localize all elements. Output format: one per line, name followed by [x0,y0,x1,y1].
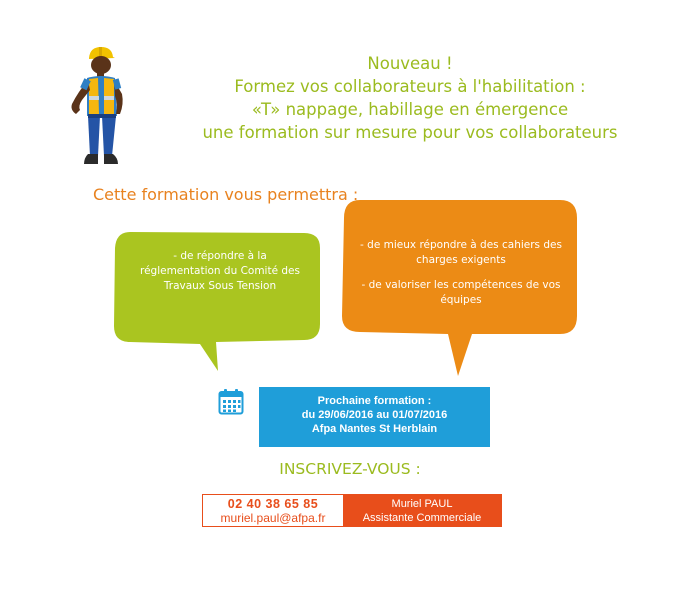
next-training-dates: du 29/06/2016 au 01/07/2016 [301,409,448,421]
contact-box [202,494,502,527]
headline-line-1: Nouveau ! [367,54,453,73]
headline-line-2: Formez vos collaborateurs à l'habilitation : [234,77,586,96]
green-bubble-line-1: - de répondre à la [173,250,267,262]
contact-person [343,495,501,526]
headline-line-3: «T» nappage, habillage en émergence [251,100,569,119]
orange-bubble-item1-line1: - de mieux répondre à des cahiers des [360,239,562,251]
calendar-icon [218,388,244,415]
contact-role: Assistante Commerciale [362,512,482,524]
register-heading: INSCRIVEZ-VOUS : [279,460,421,478]
green-bubble-line-3: Travaux Sous Tension [163,280,277,292]
headline [150,52,670,144]
next-training-title: Prochaine formation : [317,395,432,407]
orange-bubble-spacer [352,268,570,278]
headline-line-4: une formation sur mesure pour vos collaborateurs [202,123,618,142]
contact-phone[interactable]: 02 40 38 65 85 [227,497,319,511]
orange-bubble-item2-line1: - de valoriser les compétences de vos [361,279,561,291]
orange-bubble-item2-line2: équipes [440,294,482,306]
worker-illustration [62,44,126,168]
orange-bubble-text [352,238,570,308]
contact-details [203,495,343,528]
orange-bubble-item1-line2: charges exigents [416,254,506,266]
next-training-location: Afpa Nantes St Herblain [311,423,438,435]
contact-name: Muriel PAUL [391,498,453,510]
section-subtitle: Cette formation vous permettra : [93,185,359,204]
contact-email[interactable]: muriel.paul@afpa.fr [220,511,326,525]
green-bubble-text [122,249,318,294]
next-training-box [259,387,490,447]
green-bubble-line-2: réglementation du Comité des [139,265,300,277]
